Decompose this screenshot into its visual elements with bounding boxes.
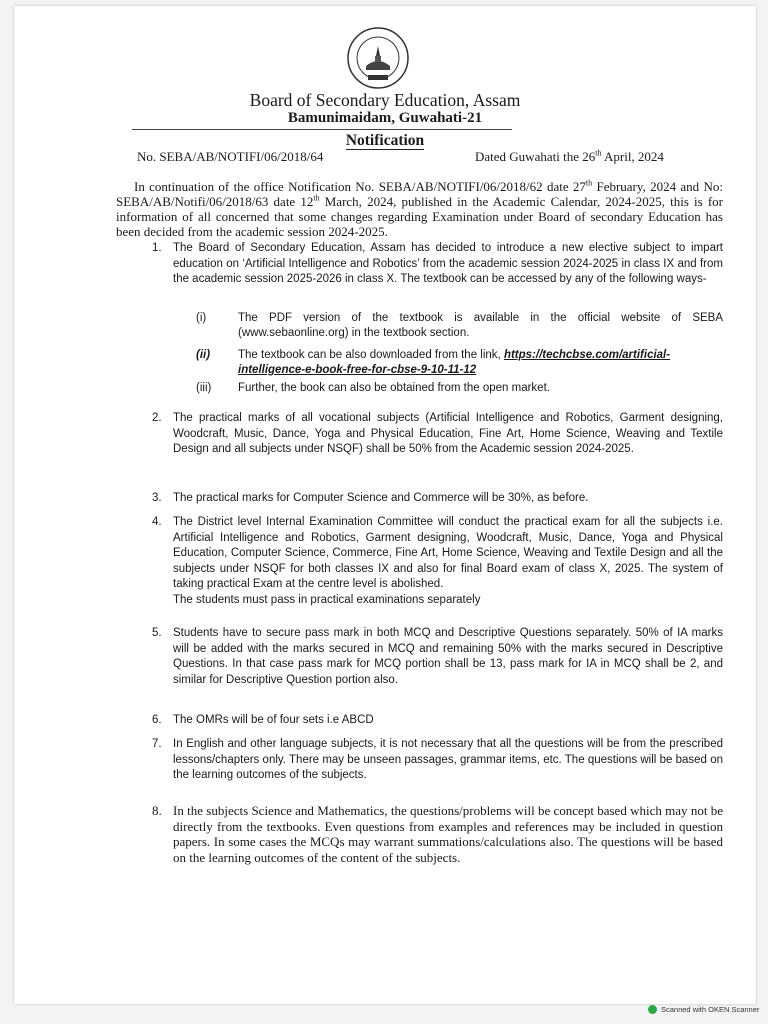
scanner-watermark: Scanned with OKEN Scanner — [648, 1005, 759, 1014]
board-emblem-logo — [346, 26, 410, 90]
divider-line — [132, 129, 512, 130]
dated-line: Dated Guwahati the 26th April, 2024 — [475, 148, 664, 164]
sub-list-item: (ii) The textbook can be also downloaded from the link, https://techcbse.com/artificial-intelligence-e-book-free-for-cbse-9-10-11-12 — [196, 349, 671, 376]
sub-list-item: (iii) Further, the book can also be obtained from the open market. — [196, 382, 550, 394]
board-address: Bamunimaidam, Guwahati-21 — [287, 110, 483, 126]
list-item: 2. The practical marks of all vocational subjects (Artificial Intelligence and Robotics, Garment designing, Woodcraft, Music, Dance, Yoga and Physical Education, Fine Art, Home Science, Weaving and Textile Design and all subjects under NSQF) shall be 50% from the Academic session 2024-2025. — [152, 412, 723, 455]
intro-paragraph: In continuation of the office Notification No. SEBA/AB/NOTIFI/06/2018/62 date 27th February, 2024 and No: SEBA/AB/Notifi/06/2018/63 date 12th March, 2024, published in the Academic Calendar, 2024-2025, this is for information of all concerned that some changes regarding Examination under Board of secondary Education has been decided from the academic session 2024-2025. — [116, 178, 723, 239]
list-item: 5. Students have to secure pass mark in both MCQ and Descriptive Questions separately. 50% of IA marks will be added with the marks secured in MCQ and remaining 50% with the marks secured in Descriptive Questions. In that case pass mark for MCQ portion shall be 13, pass mark for IA in MCQ shall be 2, and similar for Descriptive Question portion also. — [152, 627, 723, 686]
list-item: 4. The District level Internal Examination Committee will conduct the practical exam for all the subjects i.e. Artificial Intelligence and Robotics, Garment designing, Woodcraft, Music, Dance, Yoga and Physical Education, Computer Science, Commerce, Fine Art, Home Science, Weaving and Textile Design and all the subjects under NSQF for both classes IX and also for final Board exam of class X, 2025. The system of taking practical Exam at the centre level is abolished. The students must pass in practical examinations separately — [173, 515, 723, 608]
list-item: 7. In English and other language subjects, it is not necessary that all the questions will be from the prescribed lessons/chapters only. There may be unseen passages, grammar items, etc. The questions will be based on the learning outcomes of the subjects. — [152, 738, 723, 781]
reference-number: No. SEBA/AB/NOTIFI/06/2018/64 — [137, 149, 324, 164]
list-item-note: The students must pass in practical examinations separately — [173, 593, 481, 606]
list-item: 8. In the subjects Science and Mathematics, the questions/problems will be concept based which may not be directly from the textbooks. Even questions from examples and references may be included in question papers. In some cases the MCQs may warrant summations/calculations also. The questions will be based on the learning outcomes of the content of the subjects. — [152, 803, 723, 865]
sub-list-item: (i) The PDF version of the textbook is available in the official website of SEBA (www.sebaonline.org) in the textbook section. — [196, 312, 723, 339]
list-item: 6. The OMRs will be of four sets i.e ABCD — [152, 714, 374, 726]
scanner-logo-icon — [648, 1005, 657, 1014]
list-item: 3. The practical marks for Computer Science and Commerce will be 30%, as before. — [152, 492, 589, 504]
board-title: Board of Secondary Education, Assam — [249, 90, 521, 110]
notification-title: Notification — [345, 132, 425, 149]
textbook-download-link[interactable]: https://techcbse.com/artificial-intelligence-e-book-free-for-cbse-9-10-11-12 — [238, 349, 671, 376]
document-page — [14, 6, 756, 1004]
list-item: 1. The Board of Secondary Education, Assam has decided to introduce a new elective subject to impart education on ‘Artificial Intelligence and Robotics’ from the academic session 2024-2025 in class IX and from the academic session 2025-2026 in class X. The textbook can be accessed by any of the following ways- — [152, 242, 723, 285]
